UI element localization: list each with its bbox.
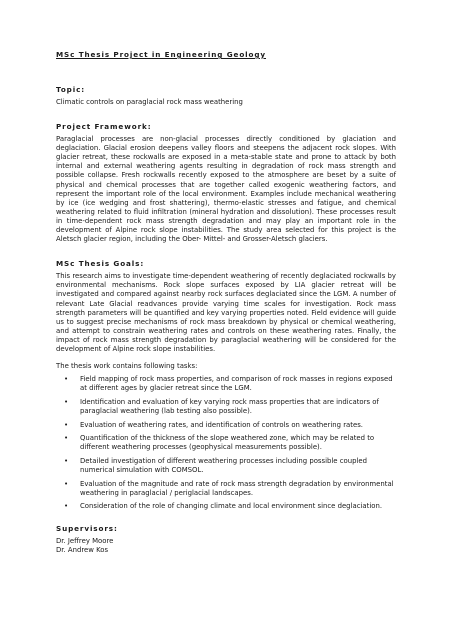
bullet-icon: • (64, 434, 69, 443)
goals-paragraph: This research aims to investigate time-dependent weathering of recently deglaciated rockwalls by environmental mechanisms. Rock slope surfaces exposed by LIA glacier retreat will be investigated and compared against nearby rock surfaces deglaciated since the LGM. A number of relevant Late Glacial readvances provide varying time scales for investigation. Rock mass strength parameters will be quantified and key varying properties noted. Field evidence will guide us to suggest precise mechanisms of rock mass breakdown by physical or chemical weathering, and attempt to constrain weathering rates and controls on these weathering rates. Finally, the impact of rock mass strength degradation by paraglacial weathering will be considered for the development of Alpine rock slope instabilities. (56, 272, 396, 353)
topic-text: Climatic controls on paraglacial rock mass weathering (56, 98, 243, 106)
task-text: Evaluation of weathering rates, and identification of controls on weathering rates. (80, 420, 363, 429)
task-text: Evaluation of the magnitude and rate of rock mass strength degradation by environmental weathering in paraglacial / periglacial landscapes. (80, 479, 394, 497)
bullet-icon: • (64, 456, 69, 465)
bullet-icon: • (64, 375, 69, 384)
bullet-icon: • (64, 397, 69, 406)
tasks-intro: The thesis work contains following tasks: (56, 362, 198, 371)
framework-paragraph: Paraglacial processes are non-glacial processes directly conditioned by glaciation and deglaciation. Glacial erosion deepens valley floors and steepens the adjacent rock slopes. With glacier retreat, these rockwalls are exposed in a meta-stable state and prone to attack by both internal and external weathering agents resulting in degradation of rock mass strength and possible collapse. Fresh rockwalls recently exposed to the atmosphere are beset by a suite of physical and chemical processes that are together called exogenic weathering factors, and represent the important role of the local environment. Examples include mechanical weathering by ice (ice wedging and frost shattering), thermo-elastic stresses and fatigue, and chemical weathering related to fluid infiltration (mineral hydration and dissolution). These processes result in time-dependent rock mass strength degradation and may play an important role in the development of Alpine rock slope instabilities. The study area selected for this project is the Aletsch glacier region, including the Ober- Mittel- and Grosser-Aletsch glaciers. (56, 135, 396, 244)
task-text: Consideration of the role of changing climate and local environment since deglaciation. (80, 502, 383, 511)
supervisor-name: Dr. Andrew Kos (56, 545, 109, 554)
task-item (56, 421, 396, 430)
task-item (56, 457, 396, 475)
task-item (56, 398, 396, 416)
task-item (56, 502, 396, 511)
task-text: Field mapping of rock mass properties, and comparison of rock masses in regions exposed at different ages by glacier retreat since the LGM. (80, 375, 393, 393)
tasks-list (56, 375, 396, 511)
document-content (56, 50, 396, 555)
bullet-icon: • (64, 502, 69, 511)
task-text: Detailed investigation of different weathering processes including possible coupled numerical simulation with COMSOL. (80, 456, 368, 474)
task-item (56, 434, 396, 452)
task-text: Quantification of the thickness of the slope weathered zone, which may be related to different weathering processes (geophysical measurements possible). (80, 434, 375, 452)
task-item (56, 375, 396, 393)
task-text: Identification and evaluation of key varying rock mass properties that are indicators of paraglacial weathering (lab testing also possible). (80, 397, 379, 415)
supervisors-heading: Supervisors: (56, 523, 118, 533)
task-item (56, 480, 396, 498)
goals-heading: MSc Thesis Goals: (56, 259, 145, 269)
supervisor-name: Dr. Jeffrey Moore (56, 536, 114, 545)
bullet-icon: • (64, 479, 69, 488)
framework-heading: Project Framework: (56, 122, 152, 132)
bullet-icon: • (64, 420, 69, 429)
topic-heading: Topic: (56, 85, 86, 94)
document-title: MSc Thesis Project in Engineering Geology (56, 50, 266, 59)
